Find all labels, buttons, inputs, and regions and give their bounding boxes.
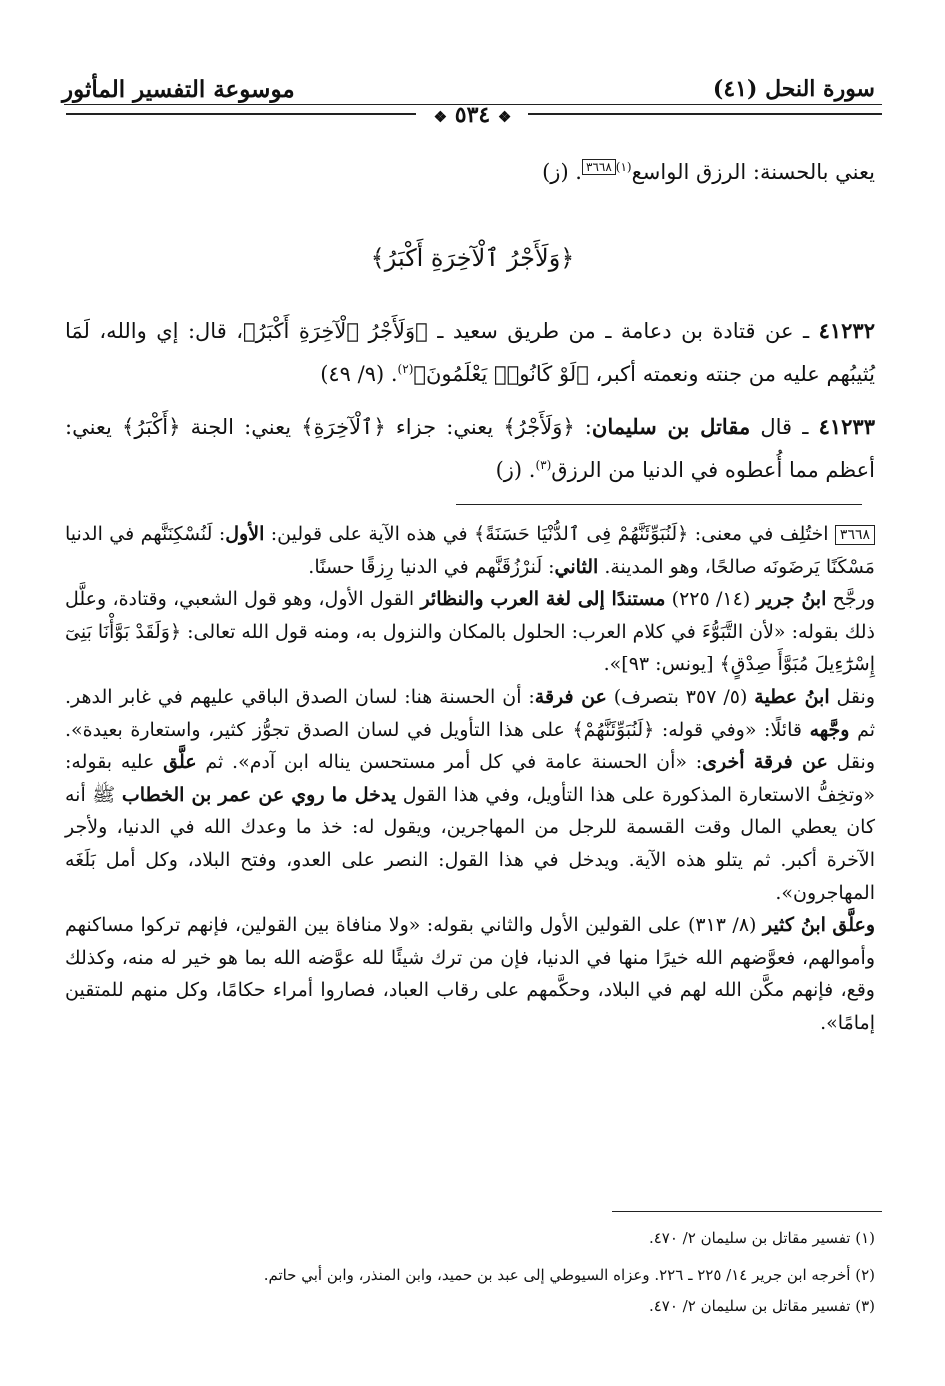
entry-41233	[65, 408, 875, 489]
commentary-emphasis: عن فرقة	[534, 685, 607, 708]
book-title: موسوعة التفسير المأثور	[62, 76, 295, 103]
entry-41232	[65, 312, 875, 393]
footnote-ref: (١)	[615, 160, 632, 174]
citation: (٨/ ٣١٣)	[687, 914, 757, 937]
footnote-1: (١) تفسير مقاتل بن سليمان ٢/ ٤٧٠.	[648, 1229, 875, 1247]
commentary-ref-box: ٣٦٦٨	[582, 159, 616, 175]
entry-tail: . (٩/ ٤٩)	[320, 362, 398, 386]
footnote-ref: (٣)	[535, 458, 552, 472]
entry-text: : ﴿وَلَأَجْرُ﴾ يعني: جزاء ﴿ٱلْآخِرَةِ﴾ يعني: الجنة ﴿أَكْبَرُ﴾ يعني: أعظم مما أُعطوه في الدنيا من الرزق	[65, 415, 875, 482]
verse-heading: ﴿وَلَأَجْرُ ٱلْآخِرَةِ أَكْبَرُ﴾	[370, 244, 575, 272]
scholar-name: ابنُ عطية	[754, 685, 830, 708]
ornament-icon: ❖	[433, 108, 448, 126]
commentary-emphasis: وعلَّق	[832, 914, 876, 937]
footnote-3: (٣) تفسير مقاتل بن سليمان ٢/ ٤٧٠.	[648, 1297, 875, 1315]
commentary-para-3	[65, 681, 875, 909]
commentary-emphasis: يدخل ما روي عن عمر بن الخطاب	[121, 783, 397, 806]
commentary-emphasis: وجَّهه	[809, 718, 850, 741]
commentary-emphasis: عن فرقة أخرى	[702, 751, 828, 774]
page-number: ٥٣٤	[454, 102, 491, 128]
commentary-box-number: ٣٦٦٨	[835, 525, 875, 545]
commentary-text: : «أن الحسنة عامة في كل أمر مستحسن يناله ابن آدم». ثم	[205, 751, 703, 774]
entry-number: ٤١٢٣٣	[818, 414, 875, 439]
intro-tail: . (ز)	[542, 160, 582, 184]
commentary-separator	[456, 504, 862, 505]
commentary-text: ونقل	[836, 685, 876, 708]
commentary-block	[65, 518, 875, 1040]
entry-author: مقاتل بن سليمان	[591, 414, 751, 439]
commentary-text: القول الأول، وهو قول الشعبي، وقتادة، وعلَّل ذلك بقوله: «لأن التَّبَوُّءَ في كلام العرب: الحلول بالمكان والنزول به، ومنه قول الله تعالى: ﴿وَلَقَدْ بَوَّأْنَا بَنِىٓ إِسْرَٰٓءِيلَ مُبَوَّأَ صِدْقٍ﴾ [يونس: ٩٣]».	[65, 588, 875, 676]
footnote-2: (٢) أخرجه ابن جرير ١٤/ ٢٢٥ ـ ٢٢٦. وعزاه السيوطي إلى عبد بن حميد، وابن المنذر، وابن أبي حاتم.	[263, 1266, 875, 1284]
footnotes-separator	[612, 1211, 882, 1212]
label-first: الأول	[225, 523, 265, 545]
footnote-ref: (٢)	[397, 362, 414, 376]
intro-text: يعني بالحسنة: الرزق الواسع	[631, 160, 875, 184]
entry-pre: ـ قال	[760, 415, 809, 439]
citation: (١٤/ ٢٢٥)	[671, 588, 751, 611]
commentary-text: : أن الحسنة هنا: لسان الصدق الباقي عليهم في غابر الدهر. ثم	[65, 685, 875, 741]
commentary-text: على القولين الأول والثاني بقوله: «ولا منافاة بين القولين، فإنهم تركوا مساكنهم وأموالهم، فعوَّضهم الله خيرًا منها في الدنيا، فإن من ترك شيئًا لله عوَّضه الله بما هو خير له منه، وكذلك وقع، فإنهم مكَّن الله لهم في البلاد، وحكَّمهم على رقاب العباد، فصاروا أمراء حكامًا، وكل منهم للمتقين إمامًا».	[65, 914, 875, 1034]
commentary-text: ﷺ أنه كان يعطي المال وقت القسمة للرجل من المهاجرين، ويقول له: خذ ما وعدك الله في الدنيا، ولأجر الآخرة أكبر. ثم يتلو هذه الآية. ويدخل في هذا القول: النصر على العدو، وفتح البلاد، وكل أمل بَلَغَه المهاجرون».	[65, 783, 875, 904]
commentary-text: اختُلِف في معنى: ﴿لَنُبَوِّئَنَّهُمْ فِى ٱلدُّنْيَا حَسَنَةً﴾ في هذه الآية على قولين:	[270, 523, 829, 545]
commentary-text: قائلًا: «وفي قوله: ﴿لَنُبَوِّئَنَّهُمْ﴾ على هذا التأويل في لسان الصدق تجوُّز كثير، واستعارة بعيدة». ونقل	[65, 718, 876, 774]
label-second: الثاني	[554, 555, 599, 578]
scholar-name: ابنُ جرير	[756, 588, 827, 611]
commentary-text: : لَنُسْكِنَنَّهم في الدنيا مَسْكَنًا يَرضَونَه صالحًا، وهو المدينة.	[65, 523, 875, 578]
entry-number: ٤١٢٣٢	[818, 318, 875, 343]
surah-name: سورة النحل	[765, 76, 875, 102]
commentary-para-2	[65, 583, 875, 681]
scholar-name: ابنُ كثير	[762, 914, 826, 937]
citation: (٥/ ٣٥٧ بتصرف)	[613, 685, 748, 708]
commentary-text: عليه بقوله: «وتخِفُّ الاستعارة المذكورة على هذا التأويل، وفي هذا القول	[65, 751, 875, 806]
surah-header	[713, 76, 875, 102]
ornament-icon: ❖	[497, 108, 512, 126]
page-number-block	[0, 102, 945, 128]
commentary-emphasis: علَّق	[163, 751, 197, 774]
commentary-text: ورجَّح	[832, 588, 876, 611]
surah-number: (٤١)	[712, 76, 758, 102]
entry-tail: . (ز)	[495, 458, 536, 482]
commentary-text: : لَنرْزُقَنَّهم في الدنيا رِزقًا حسنًا.	[308, 555, 555, 578]
intro-line	[65, 148, 875, 191]
commentary-emphasis: مستندًا إلى لغة العرب والنظائر	[420, 588, 666, 611]
commentary-para-4	[65, 909, 875, 1039]
commentary-para-1	[65, 518, 875, 583]
entry-text: ـ عن قتادة بن دعامة ـ من طريق سعيد ـ ﴿وَلَأَجْرُ ٱلْآخِرَةِ أَكْبَرُ﴾، قال: إي والله، لَمَا يُثيبُهم عليه من جنته ونعمته أكبر، ﴿لَوْ كَانُوا۟ يَعْلَمُونَ﴾	[65, 319, 875, 386]
